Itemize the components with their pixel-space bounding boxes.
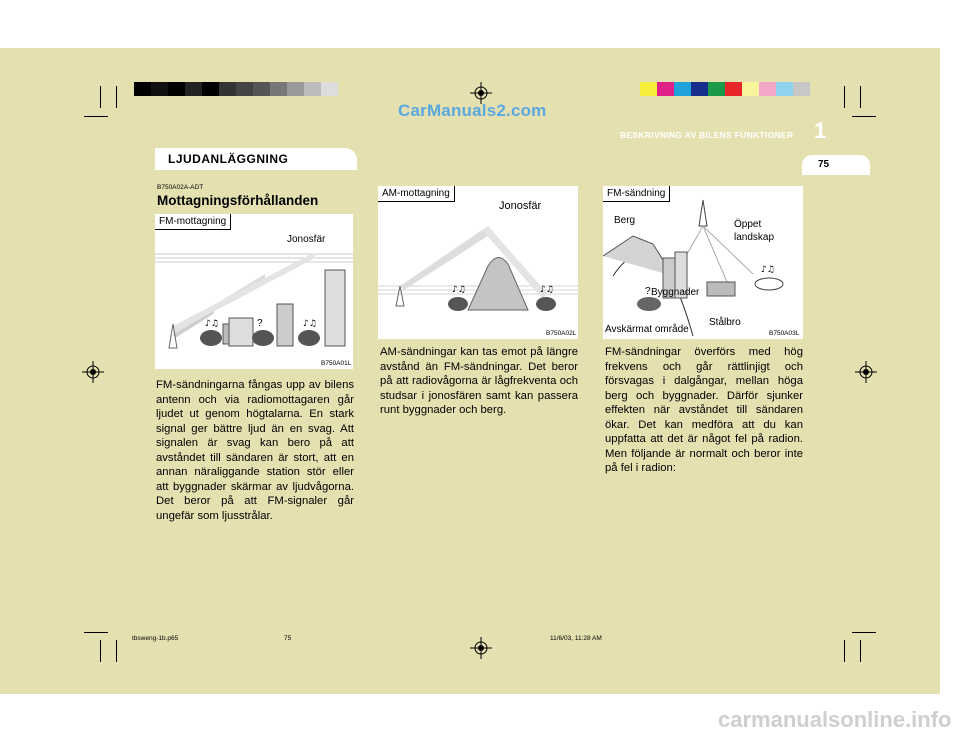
fm-transmission-illustration: [603, 186, 803, 339]
label-shielded-area: Avskärmat område: [605, 324, 689, 335]
figure-code: B750A01L: [321, 360, 352, 367]
svg-text:♪♫: ♪♫: [761, 265, 775, 275]
svg-text:♪♫: ♪♫: [205, 319, 219, 329]
watermark-bottom[interactable]: carmanualsonline.info: [718, 707, 952, 732]
label-question: ?: [257, 318, 263, 329]
chapter-title: BESKRIVNING AV BILENS FUNKTIONER: [620, 130, 794, 140]
figure-label: FM-mottagning: [155, 214, 231, 230]
figure-code: B750A02L: [546, 330, 577, 337]
label-steel-bridge: Stålbro: [709, 317, 741, 328]
figure-am-reception: [378, 186, 578, 339]
label-ionosphere: Jonosfär: [499, 200, 542, 212]
svg-text:♪♫: ♪♫: [452, 285, 466, 295]
label-question: ?: [645, 286, 651, 297]
svg-text:♪♫: ♪♫: [303, 319, 317, 329]
body-text-column-2: AM-sändningar kan tas emot på längre avstånd än FM-sändningar. Det beror på att radiovågorna är lågfrekventa och studsar i jonosfären samt kan passera runt byggnader och berg.: [380, 346, 578, 416]
figure-fm-reception: [155, 214, 353, 369]
chapter-number: 1: [814, 118, 827, 143]
footer-file: tbsweng-1b.p65: [132, 635, 179, 642]
registration-mark-icon: [855, 361, 877, 383]
am-reception-illustration: [378, 186, 578, 339]
svg-text:♪♫: ♪♫: [540, 285, 554, 295]
registration-mark-icon: [470, 637, 492, 659]
page-number: 75: [818, 159, 830, 170]
article-code: B750A02A-ADT: [157, 184, 204, 191]
article-heading: Mottagningsförhållanden: [157, 193, 319, 208]
figure-fm-transmission: [603, 186, 803, 339]
label-ionosphere: Jonosfär: [287, 234, 326, 245]
grayscale-calibration-strip: [134, 82, 338, 96]
registration-mark-icon: [82, 361, 104, 383]
label-open-landscape: Öppet: [734, 219, 762, 230]
label-open-landscape-2: landskap: [734, 232, 775, 243]
figure-label: AM-mottagning: [378, 186, 455, 202]
color-calibration-strip: [640, 82, 810, 96]
label-mountain: Berg: [614, 215, 636, 226]
label-buildings: Byggnader: [651, 287, 700, 298]
footer-date: 11/6/03, 11:28 AM: [550, 635, 602, 642]
watermark-top[interactable]: CarManuals2.com: [398, 101, 547, 120]
section-title: LJUDANLÄGGNING: [168, 152, 289, 166]
body-text-column-3: FM-sändningar överförs med hög frekvens och går rättlinjigt och försvagas i dalgångar, mellan höga berg och byggnader. Därför sjunker effekten när avståndet till sändaren ökar. Det kan medföra att du kan uppfatta att det är något fel på radion. Men följande är normalt och beror inte på fel i radion:: [605, 346, 803, 474]
figure-code: B750A03L: [769, 330, 800, 337]
figure-label: FM-sändning: [603, 186, 670, 202]
body-text-column-1: FM-sändningarna fångas upp av bilens antenn och via radiomottagaren går ljudet ut genom högtalarna. En stark signal ger bättre ljud än en svag. Att signalen är svag kan bero på att avståndet till sändaren är stort, att en annan näraliggande station stör eller att byggnader skärmar av ljudvågorna. Det beror på att FM-signaler går ungefär som ljusstrålar.: [156, 379, 354, 522]
page-number-tab: [802, 155, 870, 175]
footer-page: 75: [284, 635, 292, 642]
